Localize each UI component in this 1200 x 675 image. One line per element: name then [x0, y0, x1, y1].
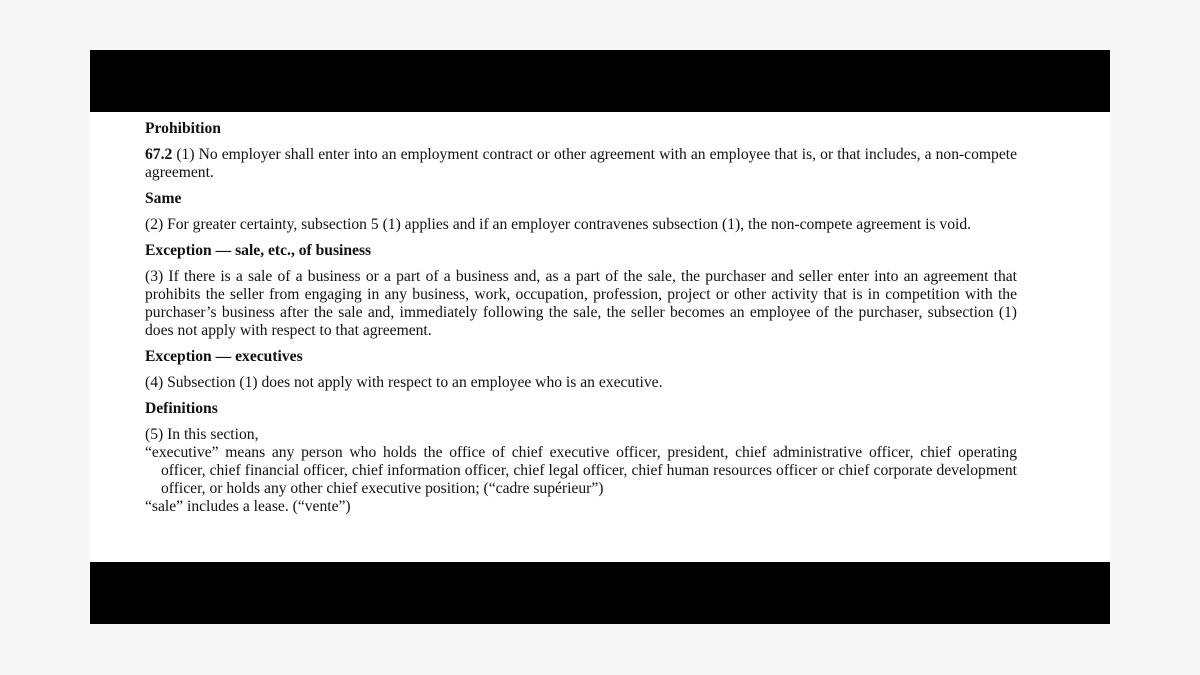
definition-executive: “executive” means any person who holds the office of chief executive officer, president, chief administrative officer, chief operating officer, chief financial officer, chief information officer, chief legal officer, chief human resources officer or chief corporate development officer, or holds any other chief executive position; (“cadre supérieur”) — [145, 444, 1017, 497]
definition-sale: “sale” includes a lease. (“vente”) — [145, 498, 351, 515]
heading-exception-sale: Exception — sale, etc., of business — [145, 242, 372, 259]
heading-definitions: Definitions — [145, 400, 218, 417]
subsection-2: (2) For greater certainty, subsection 5 (1) applies and if an employer contravenes subsection (1), the non-compete agreement is void. — [145, 216, 972, 233]
document-page — [90, 112, 1110, 562]
subsection-3: (3) If there is a sale of a business or a part of a business and, as a part of the sale, the purchaser and seller enter into an agreement that prohibits the seller from engaging in any business, work, occupation, profession, project or other activity that is in competition with the purchaser’s business after the sale and, immediately following the sale, the seller becomes an employee of the purchaser, subsection (1) does not apply with respect to that agreement. — [145, 268, 1017, 339]
section-number: 67.2 — [145, 146, 173, 163]
heading-prohibition: Prohibition — [145, 120, 221, 137]
heading-same: Same — [145, 190, 182, 207]
statute-text — [145, 120, 1017, 516]
subsection-1 — [145, 146, 1017, 182]
subsection-1-text: (1) No employer shall enter into an employment contract or other agreement with an employee that is, or that includes, a non-compete agreement. — [145, 146, 1017, 181]
subsection-5: (5) In this section, — [145, 426, 259, 443]
heading-exception-executives: Exception — executives — [145, 348, 303, 365]
subsection-4: (4) Subsection (1) does not apply with respect to an employee who is an executive. — [145, 374, 663, 391]
